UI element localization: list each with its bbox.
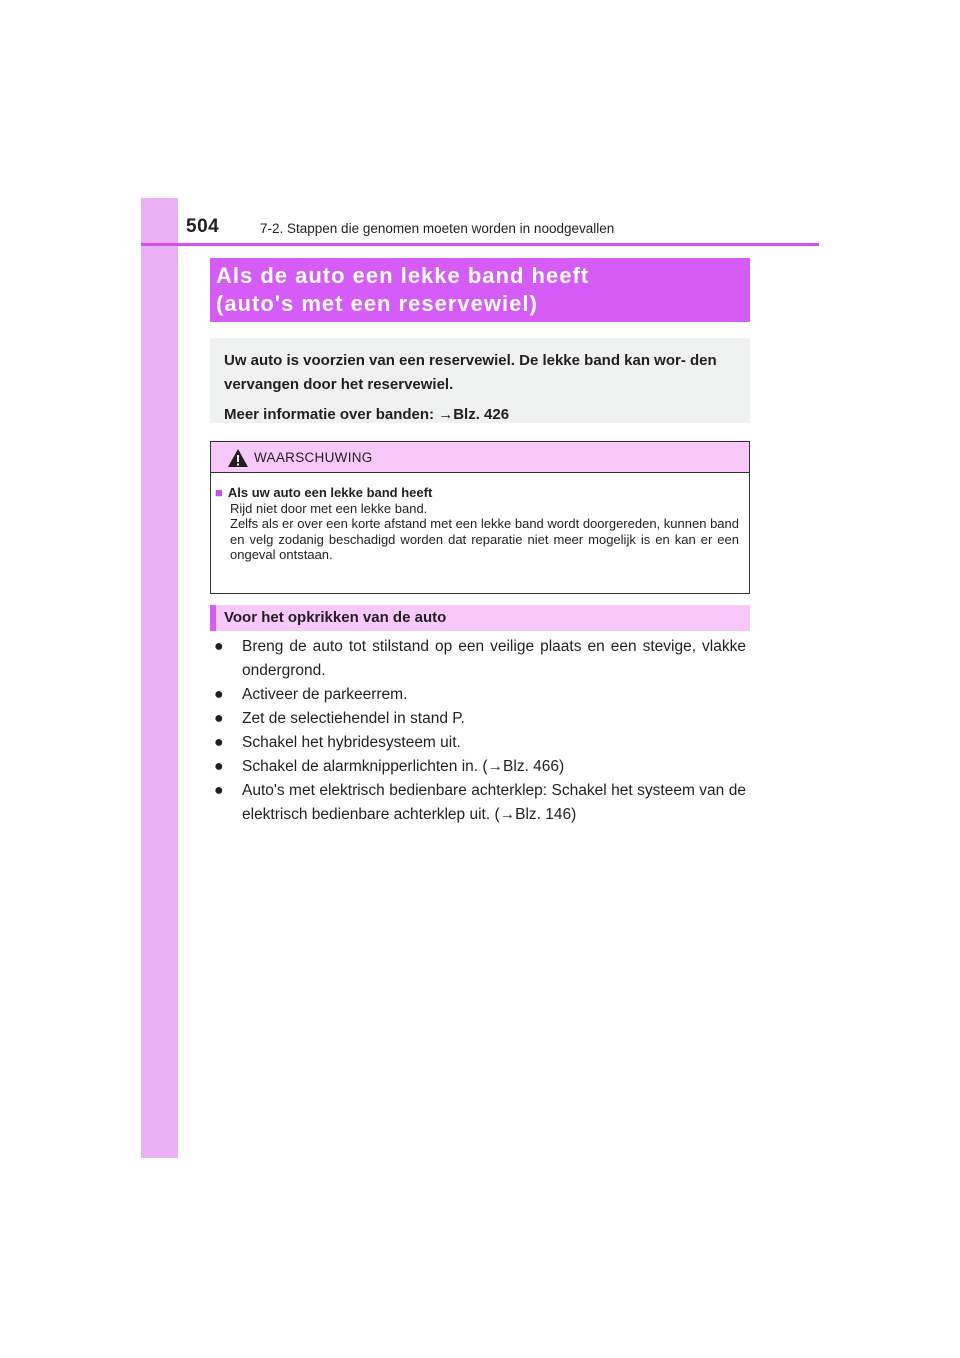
list-item-text: Activeer de parkeerrem. <box>242 686 408 703</box>
list-item <box>214 755 746 779</box>
warning-heading-text: Als uw auto een lekke band heeft <box>227 485 433 500</box>
header-divider <box>141 243 819 246</box>
list-item <box>214 731 746 755</box>
bullet-dot-icon: ● <box>214 758 224 775</box>
warning-box <box>210 441 750 594</box>
bullet-dot-icon: ● <box>214 782 224 799</box>
chapter-side-tab <box>141 198 178 1158</box>
warning-header <box>211 442 749 473</box>
warning-triangle-icon <box>227 448 249 468</box>
page-title-line-1: Als de auto een lekke band heeft <box>216 263 590 288</box>
bullet-dot-icon: ● <box>214 734 224 751</box>
list-item-text: Zet de selectiehendel in stand P. <box>242 710 465 727</box>
list-item <box>214 707 746 731</box>
bullet-dot-icon: ● <box>214 686 224 703</box>
page-title-line-2: (auto's met een reservewiel) <box>216 291 538 316</box>
list-item <box>214 683 746 707</box>
bullet-dot-icon: ● <box>214 710 224 727</box>
warning-line-1: Rijd niet door met een lekke band. <box>230 500 428 516</box>
list-item-text: Auto's met elektrisch bedienbare achterklep: Schakel het systeem van de elektrisch bedienbare achterklep uit. (→Blz. 146) <box>242 782 746 823</box>
warning-text <box>215 501 739 563</box>
list-item <box>214 635 746 683</box>
bullet-dot-icon: ● <box>214 638 224 655</box>
warning-heading <box>215 485 739 501</box>
page-number: 504 <box>186 216 220 237</box>
section-breadcrumb: 7-2. Stappen die genomen moeten worden in noodgevallen <box>260 221 615 236</box>
intro-reference: Meer informatie over banden: →Blz. 426 <box>224 406 510 423</box>
warning-label: WAARSCHUWING <box>254 450 373 465</box>
step-list <box>214 635 746 827</box>
page-title <box>210 258 750 322</box>
warning-body <box>211 473 749 563</box>
warning-line-2: Zelfs als er over een korte afstand met een lekke band wordt doorgereden, kunnen band en velg zodanig beschadigd worden dat reparatie niet meer mogelijk is en kan er een ongeval ontstaan. <box>230 516 739 562</box>
intro-box <box>210 338 750 423</box>
list-item <box>214 779 746 827</box>
list-item-text: Breng de auto tot stilstand op een veilige plaats en een stevige, vlakke ondergrond. <box>242 638 746 679</box>
list-item-text: Schakel het hybridesysteem uit. <box>242 734 461 751</box>
square-bullet-icon: ■ <box>215 485 223 500</box>
intro-text: Uw auto is voorzien van een reservewiel. De lekke band kan wor- den vervangen door het reservewiel. <box>224 352 717 393</box>
subsection-heading: Voor het opkrikken van de auto <box>210 605 750 631</box>
list-item-text: Schakel de alarmknipperlichten in. (→Blz. 466) <box>242 758 565 775</box>
